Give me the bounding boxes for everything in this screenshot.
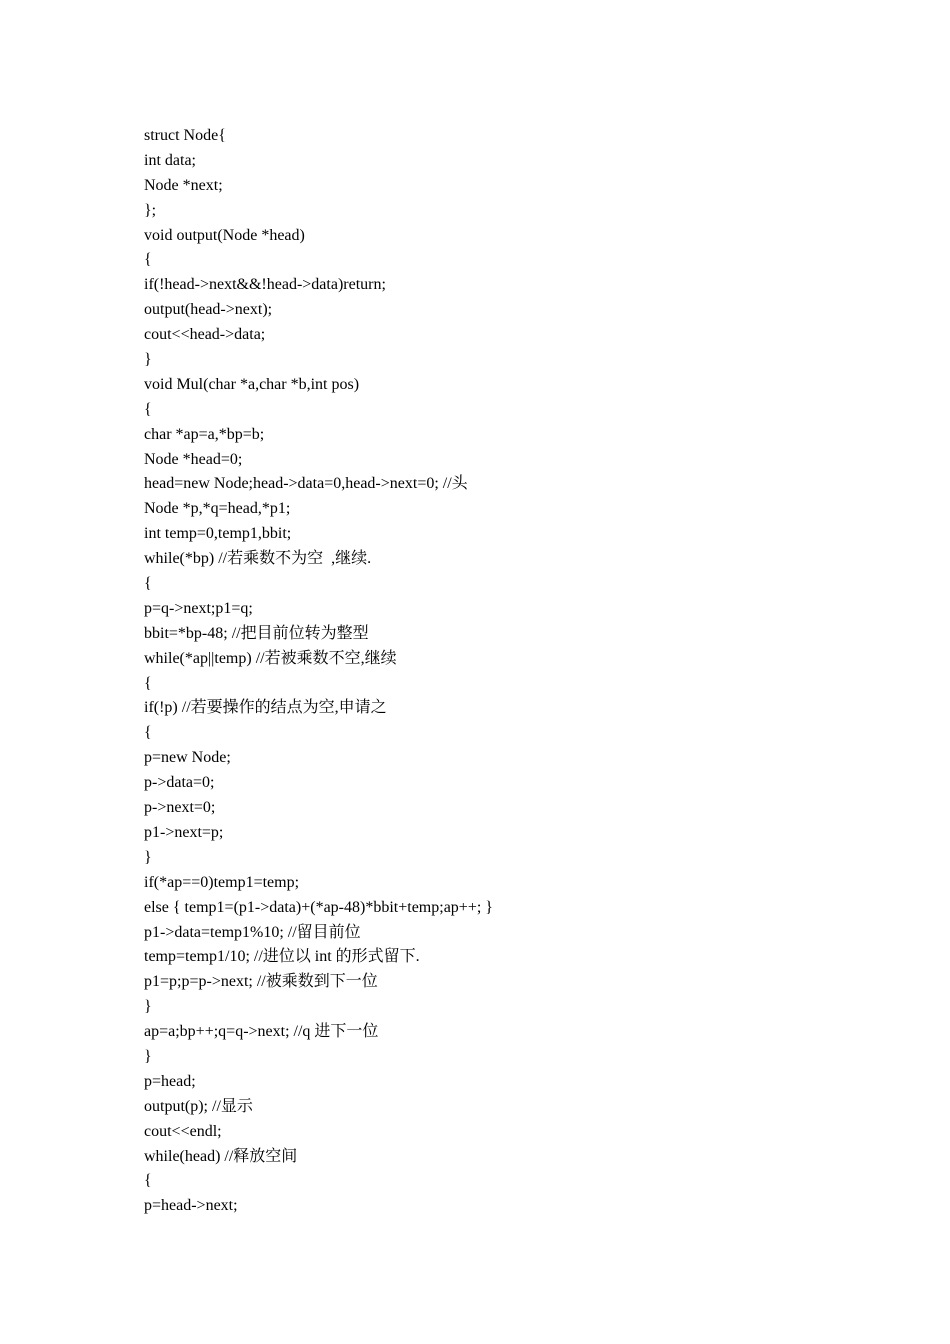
code-line: p=q->next;p1=q;	[144, 599, 253, 617]
code-line: Node *next;	[144, 176, 223, 194]
code-line: p1->data=temp1%10; //留目前位	[144, 923, 361, 941]
code-line: p->data=0;	[144, 774, 215, 792]
code-line: cout<<endl;	[144, 1122, 222, 1140]
code-line: }	[144, 848, 152, 866]
code-line: int data;	[144, 151, 196, 169]
code-line: }	[144, 351, 152, 369]
code-line: bbit=*bp-48; //把目前位转为整型	[144, 624, 369, 642]
code-line: {	[144, 724, 152, 742]
code-line: }	[144, 998, 152, 1016]
code-line: while(*ap||temp) //若被乘数不空,继续	[144, 649, 397, 667]
code-line: if(!p) //若要操作的结点为空,申请之	[144, 699, 387, 717]
code-line: void output(Node *head)	[144, 226, 305, 244]
code-line: {	[144, 400, 152, 418]
code-line: else { temp1=(p1->data)+(*ap-48)*bbit+temp;ap++; }	[144, 898, 493, 916]
code-line: p=head->next;	[144, 1197, 238, 1215]
code-line: while(head) //释放空间	[144, 1147, 298, 1165]
code-line: {	[144, 575, 152, 593]
code-line: {	[144, 674, 152, 692]
code-line: char *ap=a,*bp=b;	[144, 425, 265, 443]
code-line: output(p); //显示	[144, 1097, 253, 1115]
code-line: int temp=0,temp1,bbit;	[144, 525, 292, 543]
code-line: output(head->next);	[144, 301, 273, 319]
code-line: if(*ap==0)temp1=temp;	[144, 873, 300, 891]
code-line: void Mul(char *a,char *b,int pos)	[144, 375, 360, 393]
code-line: {	[144, 251, 152, 269]
code-line: Node *p,*q=head,*p1;	[144, 500, 291, 518]
code-line: if(!head->next&&!head->data)return;	[144, 276, 386, 294]
code-line: Node *head=0;	[144, 450, 243, 468]
code-line: while(*bp) //若乘数不为空 ,继续.	[144, 550, 372, 568]
code-line: head=new Node;head->data=0,head->next=0; //头	[144, 475, 468, 493]
code-line: temp=temp1/10; //进位以 int 的形式留下.	[144, 948, 420, 966]
code-line: }	[144, 1047, 152, 1065]
code-line: ap=a;bp++;q=q->next; //q 进下一位	[144, 1023, 379, 1041]
code-listing	[144, 124, 493, 1219]
code-line: p1->next=p;	[144, 823, 224, 841]
code-line: {	[144, 1172, 152, 1190]
code-line: };	[144, 201, 157, 219]
code-line: p=new Node;	[144, 749, 231, 767]
code-line: struct Node{	[144, 127, 226, 144]
code-line: p=head;	[144, 1072, 196, 1090]
code-line: p->next=0;	[144, 799, 216, 817]
code-line: cout<<head->data;	[144, 326, 266, 344]
code-line: p1=p;p=p->next; //被乘数到下一位	[144, 973, 378, 991]
